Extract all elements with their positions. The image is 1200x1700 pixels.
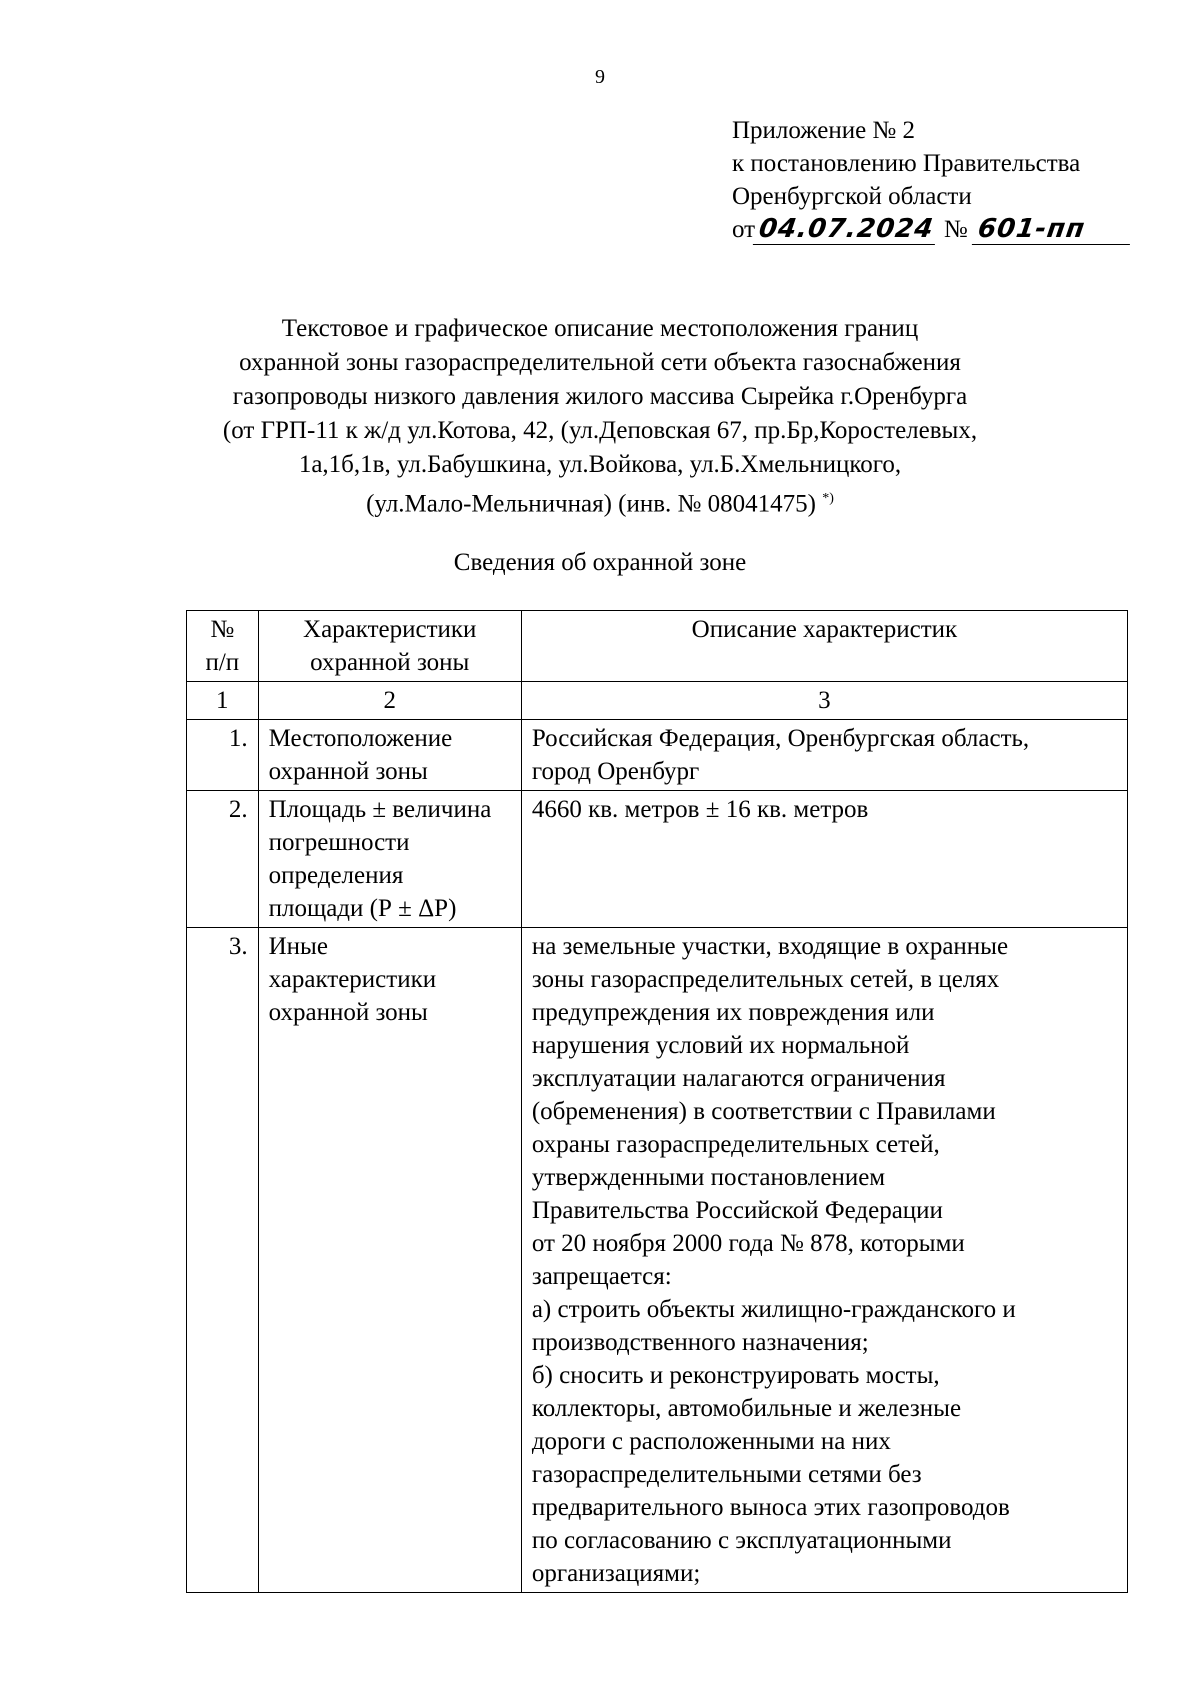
title-line: [150, 482, 1050, 521]
numbering-cell: 2: [258, 682, 521, 720]
number-label: №: [943, 216, 968, 243]
appendix-region: Оренбургской области: [732, 183, 972, 210]
row-number: 1.: [187, 720, 259, 791]
text-line: охранной зоны: [268, 999, 428, 1026]
text-line: охраны газораспределительных сетей,: [531, 1131, 940, 1158]
header-characteristics-line: Характеристики: [303, 616, 477, 643]
text-line: погрешности: [268, 829, 410, 856]
header-number-symbol: №: [210, 616, 235, 643]
table-row: [187, 791, 1128, 928]
appendix-date-line: [732, 213, 1132, 246]
row-description: [521, 791, 1127, 928]
text-line: производственного назначения;: [531, 1329, 869, 1356]
row-description: [521, 720, 1127, 791]
row-number: 2.: [187, 791, 259, 928]
title-line: (от ГРП-11 к ж/д ул.Котова, 42, (ул.Деповская 67, пр.Бр,Коростелевых,: [222, 417, 978, 444]
title-line: газопроводы низкого давления жилого массива Сырейка г.Оренбурга: [232, 383, 968, 410]
text-line: утвержденными постановлением: [531, 1164, 886, 1191]
text-line: Иные: [268, 933, 328, 960]
zone-info-table: [186, 610, 1128, 1593]
appendix-ref: к постановлению Правительства: [732, 150, 1081, 177]
text-line: б) сносить и реконструировать мосты,: [531, 1362, 940, 1389]
page-number: 9: [595, 66, 605, 88]
table-row: [187, 720, 1128, 791]
table-header-row: [187, 611, 1128, 682]
text-line: дороги с расположенными на них: [531, 1428, 891, 1455]
header-number: [187, 611, 259, 682]
text-line: запрещается:: [531, 1263, 672, 1290]
text-line: Местоположение: [268, 725, 453, 752]
header-characteristics: [258, 611, 521, 682]
text-line: предварительного выноса этих газопроводов: [531, 1494, 1010, 1521]
text-line: коллекторы, автомобильные и железные: [531, 1395, 962, 1422]
title-line: охранной зоны газораспределительной сети объекта газоснабжения: [239, 349, 961, 376]
header-characteristics-line: охранной зоны: [310, 649, 470, 676]
text-line: характеристики: [268, 966, 437, 993]
text-line: на земельные участки, входящие в охранные: [531, 933, 1009, 960]
table-numbering-row: [187, 682, 1128, 720]
title-line: 1а,1б,1в, ул.Бабушкина, ул.Войкова, ул.Б.Хмельницкого,: [298, 451, 902, 478]
text-line: Правительства Российской Федерации: [531, 1197, 943, 1224]
row-description: [521, 928, 1127, 1593]
row-characteristic: [258, 791, 521, 928]
text-line: нарушения условий их нормальной: [531, 1032, 910, 1059]
appendix-header: [732, 114, 1132, 246]
section-subtitle: Сведения об охранной зоне: [453, 549, 747, 576]
text-line: Российская Федерация, Оренбургская область,: [531, 725, 1030, 752]
text-line: город Оренбург: [531, 758, 700, 785]
title-last-line: (ул.Мало-Мельничная) (инв. № 08041475): [366, 490, 816, 518]
text-line: площади (Р ± ΔР): [268, 895, 457, 922]
text-line: 4660 кв. метров ± 16 кв. метров: [531, 796, 869, 823]
appendix-title: Приложение № 2: [732, 117, 916, 144]
text-line: зоны газораспределительных сетей, в целях: [531, 966, 1000, 993]
text-line: газораспределительными сетями без: [531, 1461, 922, 1488]
table-row: [187, 928, 1128, 1593]
document-title: [150, 312, 1050, 521]
text-line: организациями;: [531, 1560, 701, 1587]
text-line: эксплуатации налагаются ограничения: [531, 1065, 946, 1092]
text-line: а) строить объекты жилищно-гражданского и: [531, 1296, 1016, 1323]
text-line: охранной зоны: [268, 758, 428, 785]
numbering-cell: 1: [187, 682, 259, 720]
text-line: определения: [268, 862, 404, 889]
handwritten-date: 04.07.2024: [753, 214, 940, 245]
header-number-abbrev: п/п: [205, 649, 240, 676]
row-characteristic: [258, 928, 521, 1593]
text-line: по согласованию с эксплуатационными: [531, 1527, 952, 1554]
text-line: Площадь ± величина: [268, 796, 492, 823]
text-line: от 20 ноября 2000 года № 878, которыми: [531, 1230, 965, 1257]
handwritten-number: 601-пп: [972, 214, 1134, 245]
text-line: предупреждения их повреждения или: [531, 999, 935, 1026]
text-line: (обременения) в соответствии с Правилами: [531, 1098, 996, 1125]
from-label: от: [732, 216, 756, 243]
footnote-mark: *): [822, 491, 834, 506]
row-number: 3.: [187, 928, 259, 1593]
title-line: Текстовое и графическое описание местоположения границ: [281, 315, 919, 342]
numbering-cell: 3: [521, 682, 1127, 720]
row-characteristic: [258, 720, 521, 791]
header-description: Описание характеристик: [521, 611, 1127, 682]
